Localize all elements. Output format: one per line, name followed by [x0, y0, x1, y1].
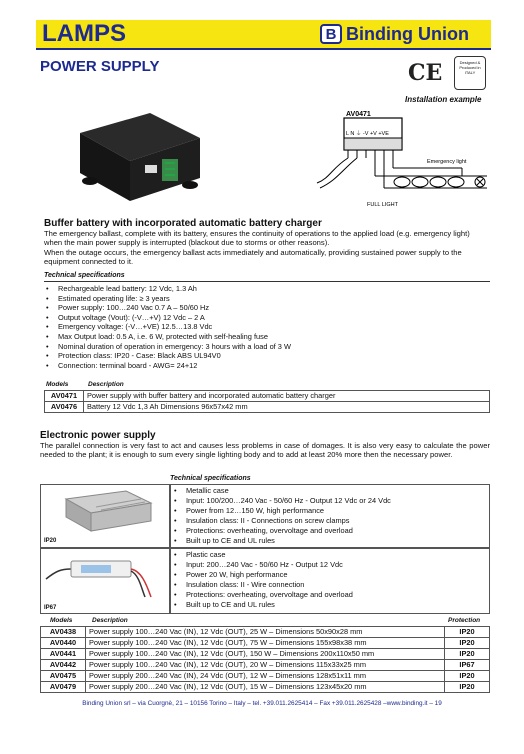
ip-label: IP20: [44, 538, 57, 544]
diagram-model-label: AV0471: [346, 111, 371, 118]
spec-item: • Nominal duration of operation in emergency: 3 hours with a load of 3 W: [44, 342, 484, 352]
model-code: AV0441: [41, 649, 86, 660]
model-description: Power supply 100…240 Vac (IN), 12 Vdc (OUT), 150 W – Dimensions 200x110x50 mm: [86, 649, 445, 660]
model-code: AV0476: [45, 402, 84, 413]
category-title: LAMPS: [42, 20, 126, 47]
brand-logo: [320, 21, 490, 47]
installation-diagram: [312, 108, 492, 213]
model-code: AV0471: [45, 391, 84, 402]
model-description: Power supply 100…240 Vac (IN), 12 Vdc (OUT), 75 W – Dimensions 155x98x38 mm: [86, 638, 445, 649]
model-code: AV0479: [41, 682, 86, 693]
model-description: Power supply 100…240 Vac (IN), 12 Vdc (OUT), 25 W – Dimensions 50x90x28 mm: [86, 627, 445, 638]
spec-item: • Power 20 W, high performance: [172, 570, 488, 580]
spec-item: • Rechargeable lead battery: 12 Vdc, 1.3 Ah: [44, 284, 484, 294]
description-header: Description: [92, 617, 128, 624]
diagram-terminals-label: L N ⏚ -V +V +VE: [346, 131, 389, 137]
spec-item: • Plastic case: [172, 550, 488, 560]
buffer-spec-heading: Technical specifications: [44, 272, 125, 279]
table-row: [41, 671, 490, 682]
buffer-description-2: When the outage occurs, the emergency ballast acts immediately and automatically, providing sustained power supply to the equipment connected to it.: [44, 248, 462, 266]
model-description: Power supply 200…240 Vac (IN), 24 Vdc (OUT), 12 W – Dimensions 128x51x11 mm: [86, 671, 445, 682]
plastic-psu-spec-list: [172, 550, 488, 610]
model-code: AV0475: [41, 671, 86, 682]
spec-item: • Input: 200…240 Vac - 50/60 Hz - Output 12 Vdc: [172, 560, 488, 570]
models-header: Models: [50, 617, 73, 624]
spec-item: • Protections: overheating, overvoltage and overload: [172, 526, 488, 536]
spec-item: • Insulation class: II - Wire connection: [172, 580, 488, 590]
spec-item: • Max Output load: 0.5 A, i.e. 6 W, protected with self-healing fuse: [44, 332, 484, 342]
model-code: AV0440: [41, 638, 86, 649]
ce-mark-icon: CE: [408, 60, 443, 86]
spec-item: • Insulation class: II - Connections on screw clamps: [172, 516, 488, 526]
spec-item: • Connection: terminal board - AWG= 24+12: [44, 361, 484, 371]
spec-item: • Estimated operating life: ≥ 3 years: [44, 294, 484, 304]
divider: [44, 281, 490, 282]
buffer-spec-list: [44, 284, 484, 370]
model-description: Power supply with buffer battery and incorporated automatic battery charger: [84, 391, 490, 402]
made-in-italy-badge: Designed & Produced in ITALY: [454, 56, 486, 90]
electronic-spec-heading: Technical specifications: [170, 475, 251, 482]
table-row: [41, 638, 490, 649]
electronic-description: The parallel connection is very fast to act and causes less problems in case of domages. It is also very easy to calculate the power needed to the plant; it is enough to sum every single lighting body and to add at least 20% more then the necessary power.: [40, 441, 490, 459]
brand-mark-icon: B: [320, 24, 342, 44]
brand-name: Binding Union: [346, 23, 469, 44]
description-header: Description: [88, 381, 124, 388]
table-row: [41, 627, 490, 638]
model-description: Power supply 200…240 Vac (IN), 12 Vdc (OUT), 15 W – Dimensions 123x45x20 mm: [86, 682, 445, 693]
spec-item: • Metallic case: [172, 486, 488, 496]
product-photo-metal-psu: [40, 484, 170, 548]
spec-item: • Emergency voltage: (-V…+VE) 12.5…13.8 Vdc: [44, 322, 484, 332]
table-row: [45, 402, 490, 413]
protection-header: Protection: [448, 617, 481, 624]
spec-item: • Input: 100/200…240 Vac - 50/60 Hz - Output 12 Vdc or 24 Vdc: [172, 496, 488, 506]
ip-label: IP67: [44, 605, 57, 611]
model-protection: IP67: [445, 660, 490, 671]
spec-item: • Built up to CE and UL rules: [172, 600, 488, 610]
spec-item: • Power supply: 100…240 Vac 0.7 A – 50/60 Hz: [44, 303, 484, 313]
table-row: [45, 391, 490, 402]
model-protection: IP20: [445, 671, 490, 682]
model-description: Power supply 100…240 Vac (IN), 12 Vdc (OUT), 20 W – Dimensions 115x33x25 mm: [86, 660, 445, 671]
product-photo-plastic-psu: [40, 548, 170, 614]
installation-title: Installation example: [405, 95, 482, 104]
model-description: Battery 12 Vdc 1,3 Ah Dimensions 96x57x42 mm: [84, 402, 490, 413]
model-protection: IP20: [445, 638, 490, 649]
spec-item: • Protection class: IP20 - Case: Black ABS UL94V0: [44, 351, 484, 361]
spec-item: • Protections: overheating, overvoltage and overload: [172, 590, 488, 600]
electronic-section-title: Electronic power supply: [40, 430, 156, 441]
buffer-section-title: Buffer battery with incorporated automatic battery charger: [44, 218, 322, 229]
model-protection: IP20: [445, 682, 490, 693]
full-light-label: FULL LIGHT: [367, 202, 398, 208]
table-row: [41, 649, 490, 660]
emergency-light-label: Emergency light: [427, 159, 467, 165]
models-header: Models: [46, 381, 69, 388]
spec-item: • Power from 12…150 W, high performance: [172, 506, 488, 516]
electronic-models-table: [40, 626, 490, 693]
model-code: AV0442: [41, 660, 86, 671]
model-protection: IP20: [445, 649, 490, 660]
spec-item: • Built up to CE and UL rules: [172, 536, 488, 546]
page-footer: Binding Union srl – via Cuorgnè, 21 – 10156 Torino – Italy – tel. +39.011.2625414 – Fax +39.011.2625428 –www.binding.it – 19: [82, 700, 442, 707]
table-row: [41, 682, 490, 693]
metal-psu-spec-list: [172, 486, 488, 546]
model-code: AV0438: [41, 627, 86, 638]
buffer-models-table: [44, 390, 490, 413]
page-subtitle: POWER SUPPLY: [40, 58, 160, 75]
product-photo-av0471: [70, 103, 205, 208]
model-protection: IP20: [445, 627, 490, 638]
buffer-description: The emergency ballast, complete with its battery, ensures the continuity of operations to the applied load (e.g. emergency light) when the main power supply is interrupted (blackout due to storms or other reasons).: [44, 229, 470, 247]
spec-item: • Output voltage (Vout): (-V…+V) 12 Vdc – 2 A: [44, 313, 484, 323]
table-row: [41, 660, 490, 671]
